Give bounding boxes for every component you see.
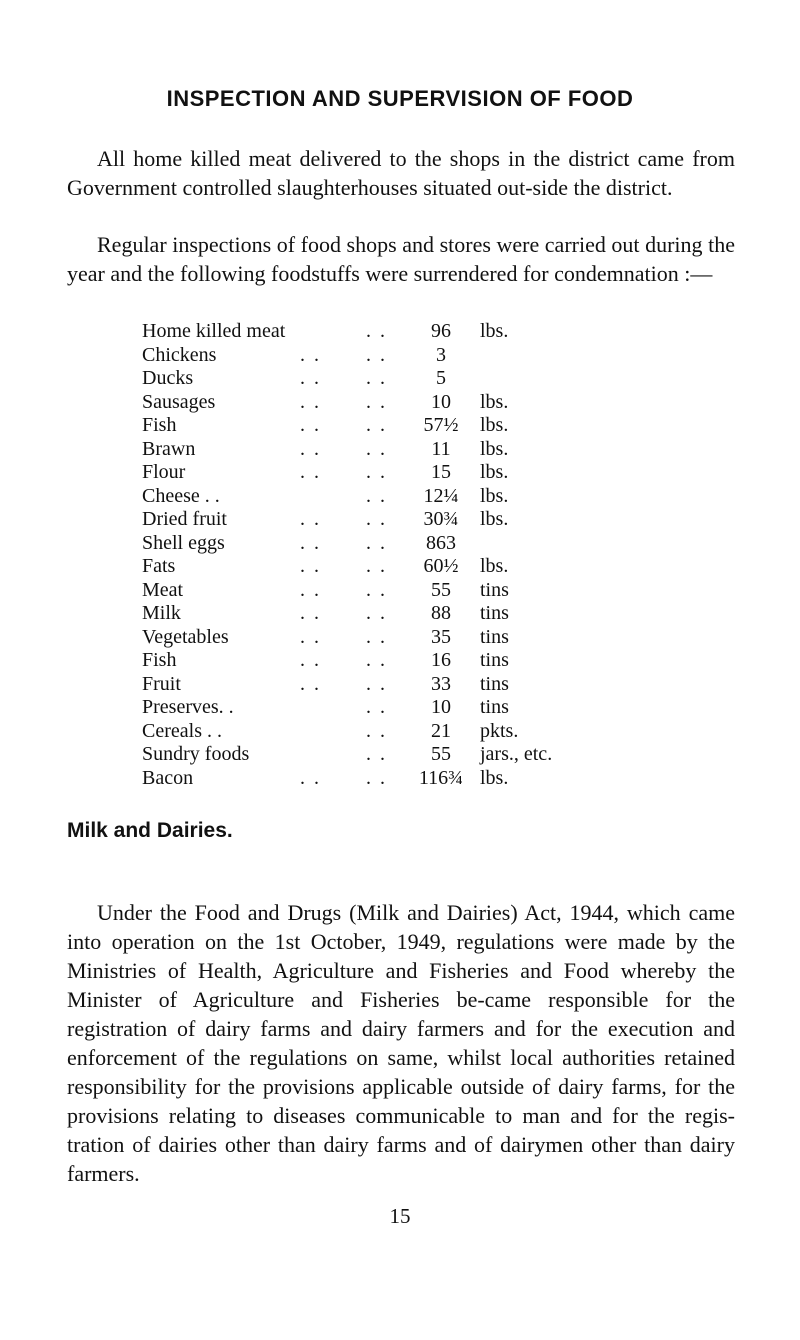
item-quantity: 863 bbox=[426, 531, 456, 554]
item-name: Flour bbox=[142, 461, 186, 483]
leader-dots: . . bbox=[366, 531, 387, 554]
item-name: Chickens bbox=[142, 343, 217, 366]
table-row bbox=[142, 649, 702, 673]
item-quantity: 15 bbox=[431, 461, 451, 483]
item-unit: lbs. bbox=[480, 508, 509, 530]
item-quantity: 16 bbox=[431, 649, 451, 671]
item-quantity: 3 bbox=[436, 343, 446, 366]
table-row bbox=[142, 720, 702, 744]
item-quantity: 96 bbox=[431, 320, 451, 342]
item-unit: lbs. bbox=[480, 461, 509, 483]
leader-dots: . . bbox=[300, 343, 321, 366]
leader-dots: . . bbox=[366, 602, 387, 624]
item-quantity: 116¾ bbox=[418, 766, 464, 789]
item-unit: lbs. bbox=[480, 766, 509, 789]
item-name: Fruit bbox=[142, 672, 181, 695]
leader-dots: . . bbox=[300, 531, 321, 554]
leader-dots: . . bbox=[366, 320, 387, 342]
leader-dots: . . bbox=[366, 743, 387, 765]
table-row bbox=[142, 414, 702, 438]
item-quantity: 10 bbox=[431, 390, 451, 413]
item-unit: tins bbox=[480, 625, 509, 648]
paragraph-milk-dairies-act: Under the Food and Drugs (Milk and Dairies) Act, 1944, which came into operation on the 1st October, 1949, regulations were made by the Ministries of Health, Agriculture and Fisheries and Food whereby the Minister of Agriculture and Fisheries be-came responsible for the registration of dairy farms and dairy farmers and for the execution and enforcement of the regulations on same, whilst local authorities retained responsibility for the provisions applicable outside of dairy farms, for the provisions relating to diseases communicable to man and for the regis-tration of dairies other than dairy farms and of dairymen other than dairy farmers. bbox=[67, 900, 735, 1186]
leader-dots: . . bbox=[366, 343, 387, 366]
table-row bbox=[142, 485, 702, 509]
item-name: Ducks bbox=[142, 367, 194, 389]
table-row bbox=[142, 743, 702, 767]
leader-dots: . . bbox=[300, 625, 321, 648]
table-row bbox=[142, 579, 702, 603]
table-row bbox=[142, 438, 702, 462]
item-name: Fats bbox=[142, 555, 176, 577]
leader-dots: . . bbox=[366, 719, 387, 742]
item-unit: lbs. bbox=[480, 320, 509, 342]
item-unit: tins bbox=[480, 696, 509, 718]
item-unit: lbs. bbox=[480, 390, 509, 413]
table-row bbox=[142, 767, 702, 791]
item-unit: jars., etc. bbox=[480, 743, 553, 765]
leader-dots: . . bbox=[366, 414, 387, 436]
item-unit: lbs. bbox=[480, 414, 509, 436]
item-quantity: 5 bbox=[436, 367, 446, 389]
condemned-foodstuffs-table bbox=[142, 320, 702, 790]
item-unit: tins bbox=[480, 672, 509, 695]
page-number: 15 bbox=[389, 1204, 411, 1228]
leader-dots: . . bbox=[300, 649, 321, 671]
leader-dots: . . bbox=[300, 414, 321, 436]
item-unit: tins bbox=[480, 649, 509, 671]
item-name: Fish bbox=[142, 414, 177, 436]
item-quantity: 55 bbox=[431, 743, 451, 765]
item-name: Milk bbox=[142, 602, 181, 624]
item-name: Fish bbox=[142, 649, 177, 671]
leader-dots: . . bbox=[366, 437, 387, 460]
table-row bbox=[142, 391, 702, 415]
table-row bbox=[142, 461, 702, 485]
leader-dots: . . bbox=[300, 602, 321, 624]
table-row bbox=[142, 344, 702, 368]
item-name: Home killed meat bbox=[142, 320, 286, 342]
leader-dots: . . bbox=[366, 578, 387, 601]
table-row bbox=[142, 508, 702, 532]
leader-dots: . . bbox=[366, 461, 387, 483]
item-unit: lbs. bbox=[480, 484, 509, 507]
item-quantity: 60½ bbox=[423, 555, 459, 577]
item-quantity: 57½ bbox=[423, 414, 459, 436]
leader-dots: . . bbox=[300, 367, 321, 389]
item-name: Brawn bbox=[142, 437, 196, 460]
leader-dots: . . bbox=[300, 390, 321, 413]
table-row bbox=[142, 532, 702, 556]
leader-dots: . . bbox=[300, 508, 321, 530]
leader-dots: . . bbox=[300, 437, 321, 460]
item-unit: tins bbox=[480, 602, 509, 624]
item-name: Dried fruit bbox=[142, 508, 227, 530]
leader-dots: . . bbox=[300, 766, 321, 789]
table-row bbox=[142, 602, 702, 626]
leader-dots: . . bbox=[366, 484, 387, 507]
table-row bbox=[142, 673, 702, 697]
leader-dots: . . bbox=[366, 649, 387, 671]
item-name: Cheese . . bbox=[142, 484, 220, 507]
paragraph-meat-source: All home killed meat delivered to the shops in the district came from Government controlled slaughterhouses situated out-side the district. bbox=[67, 146, 735, 200]
item-name: Preserves. . bbox=[142, 696, 234, 718]
leader-dots: . . bbox=[300, 578, 321, 601]
leader-dots: . . bbox=[366, 508, 387, 530]
table-row bbox=[142, 367, 702, 391]
leader-dots: . . bbox=[366, 625, 387, 648]
page-heading: INSPECTION AND SUPERVISION OF FOOD bbox=[166, 86, 634, 111]
leader-dots: . . bbox=[366, 672, 387, 695]
item-name: Cereals . . bbox=[142, 719, 222, 742]
item-unit: lbs. bbox=[480, 437, 509, 460]
item-name: Sausages bbox=[142, 390, 216, 413]
item-name: Meat bbox=[142, 578, 184, 601]
table-row bbox=[142, 320, 702, 344]
table-row bbox=[142, 555, 702, 579]
table-row bbox=[142, 626, 702, 650]
item-quantity: 35 bbox=[431, 625, 451, 648]
item-quantity: 12¼ bbox=[423, 484, 459, 507]
paragraph-inspections: Regular inspections of food shops and stores were carried out during the year and the following foodstuffs were surrendered for condemnation :— bbox=[67, 232, 735, 286]
leader-dots: . . bbox=[366, 696, 387, 718]
leader-dots: . . bbox=[300, 461, 321, 483]
leader-dots: . . bbox=[366, 367, 387, 389]
item-unit: lbs. bbox=[480, 555, 509, 577]
item-quantity: 55 bbox=[431, 578, 451, 601]
leader-dots: . . bbox=[366, 555, 387, 577]
item-unit: tins bbox=[480, 578, 509, 601]
item-unit: pkts. bbox=[480, 719, 519, 742]
leader-dots: . . bbox=[366, 390, 387, 413]
item-name: Shell eggs bbox=[142, 531, 225, 554]
item-quantity: 88 bbox=[431, 602, 451, 624]
item-name: Vegetables bbox=[142, 625, 229, 648]
item-quantity: 30¾ bbox=[423, 508, 459, 530]
leader-dots: . . bbox=[366, 766, 387, 789]
leader-dots: . . bbox=[300, 672, 321, 695]
item-quantity: 11 bbox=[431, 437, 451, 460]
item-name: Bacon bbox=[142, 766, 194, 789]
item-quantity: 10 bbox=[431, 696, 451, 718]
table-row bbox=[142, 696, 702, 720]
leader-dots: . . bbox=[300, 555, 321, 577]
section-heading-milk-dairies: Milk and Dairies. bbox=[67, 819, 233, 842]
item-quantity: 33 bbox=[431, 672, 451, 695]
item-name: Sundry foods bbox=[142, 743, 250, 765]
item-quantity: 21 bbox=[431, 719, 451, 742]
